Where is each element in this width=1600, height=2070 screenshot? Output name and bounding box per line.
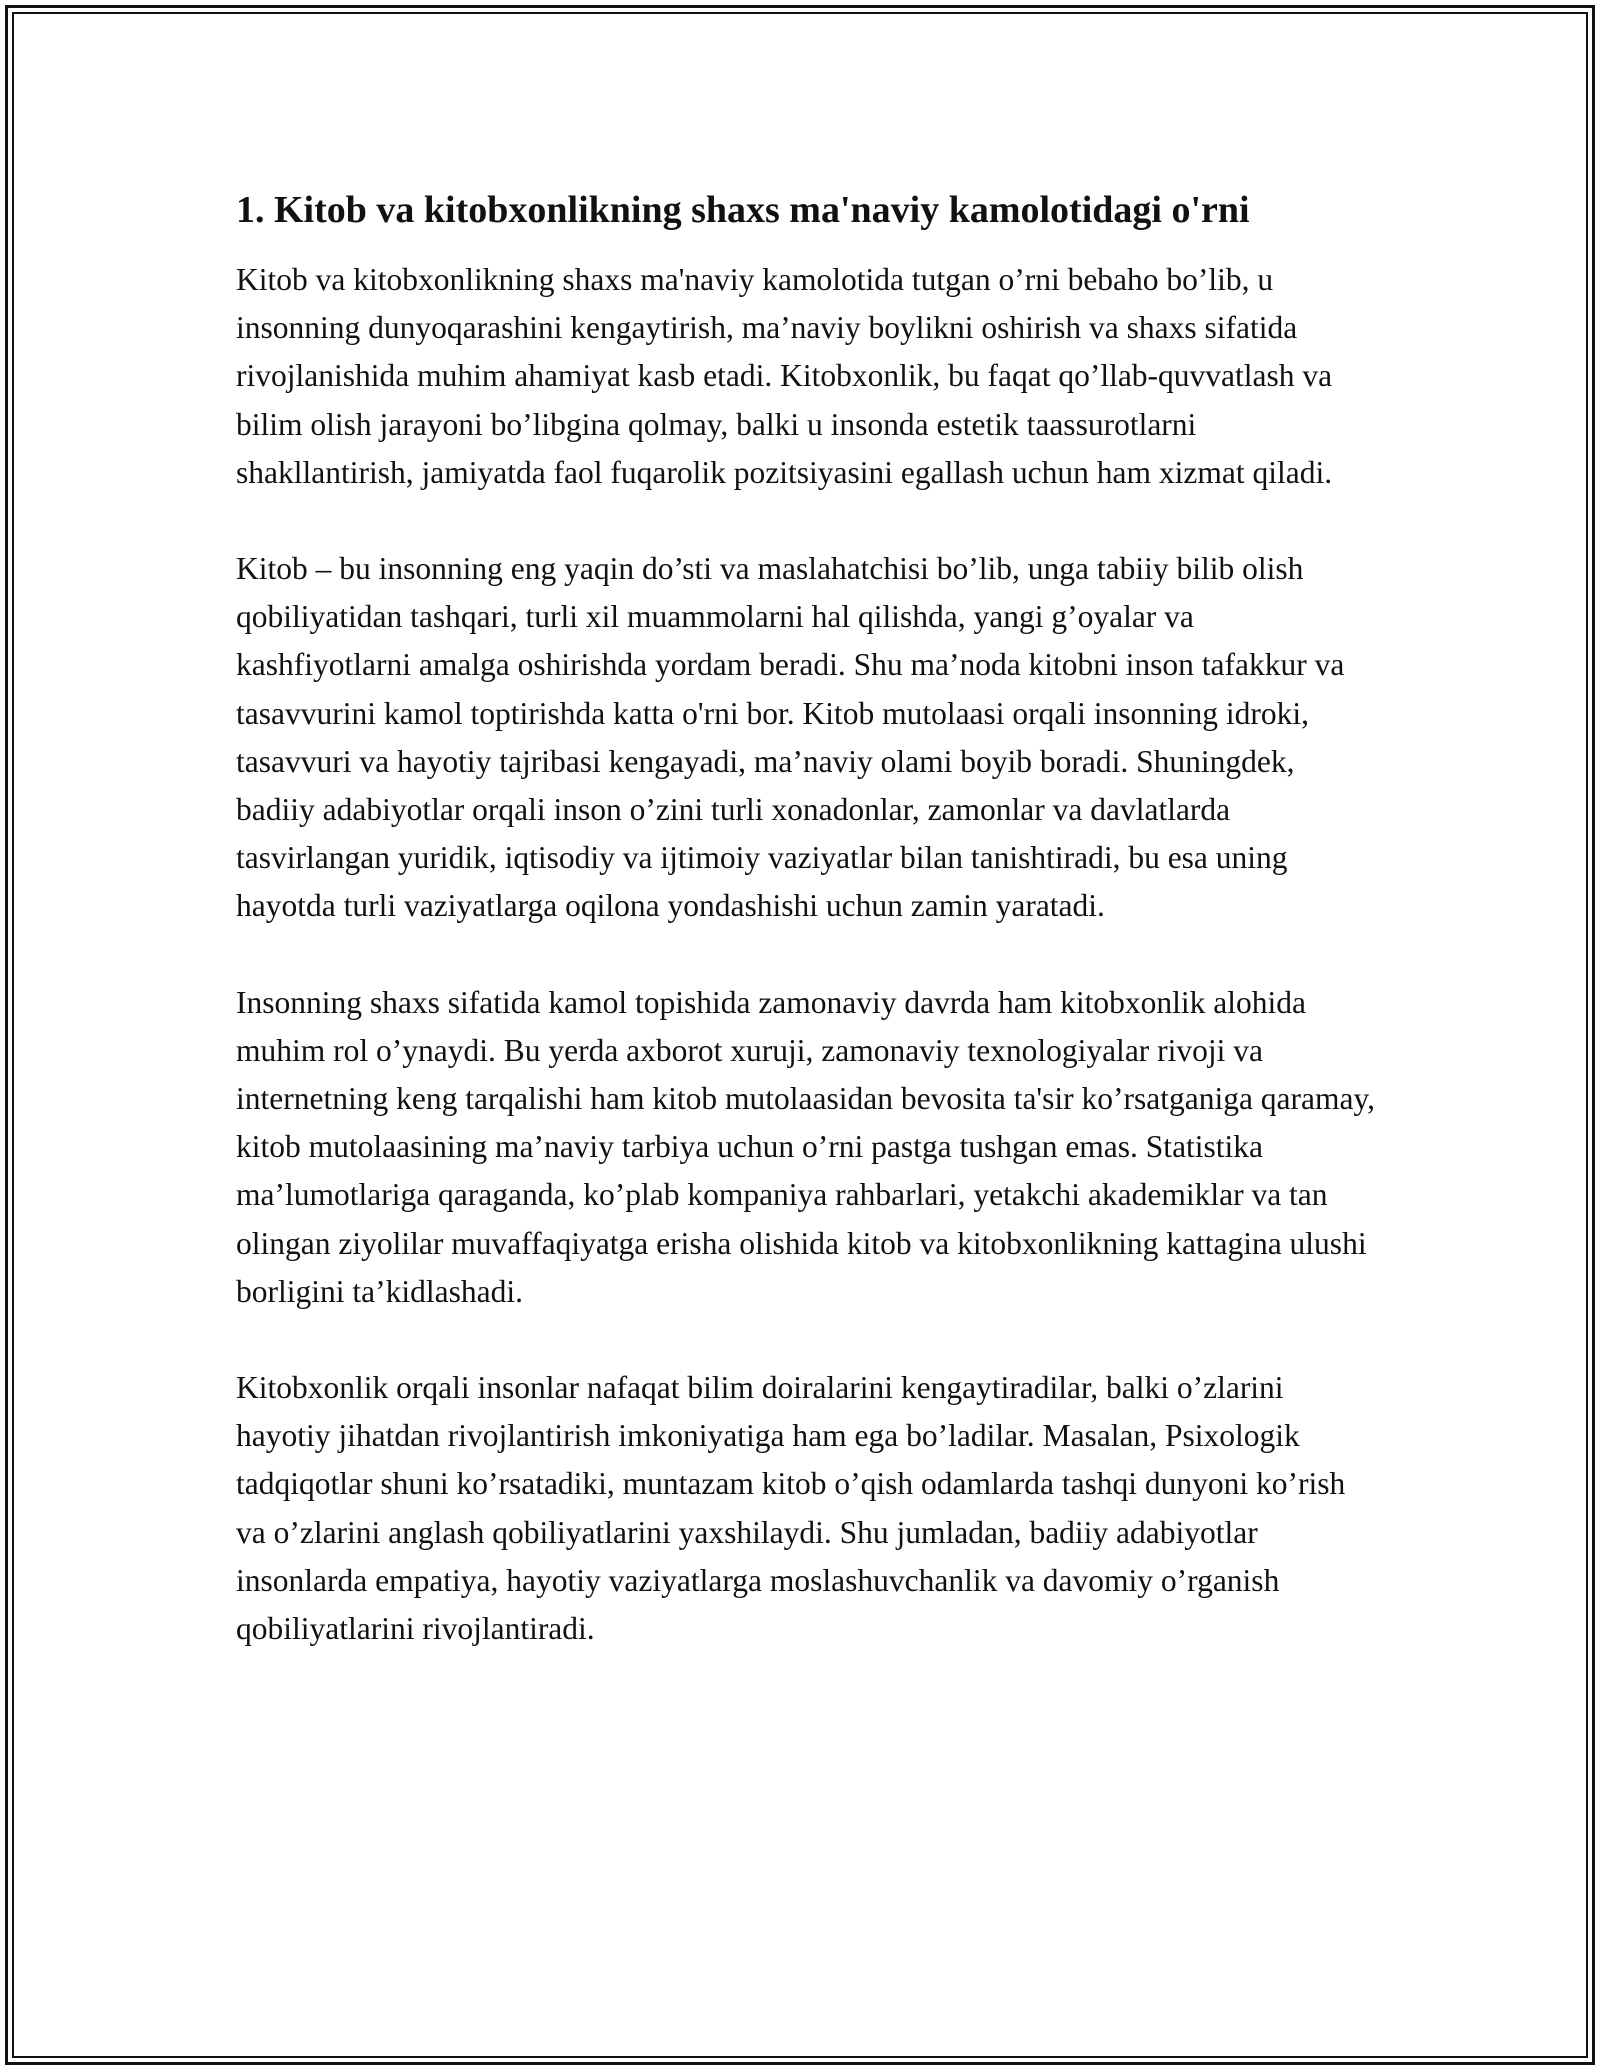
paragraph-3: Insonning shaxs sifatida kamol topishida zamonaviy davrda ham kitobxonlik alohida muhim rol o’ynaydi. Bu yerda axborot xuruji, zamonaviy texnologiyalar rivoji va internetning keng tarqalishi ham kitob mutolaasidan bevosita ta'sir ko’rsatganiga qaramay, kitob mutolaasining ma’naviy tarbiya uchun o’rni pastga tushgan emas. Statistika ma’lumotlariga qaraganda, ko’plab kompaniya rahbarlari, yetakchi akademiklar va tan olingan ziyolilar muvaffaqiyatga erisha olishida kitob va kitobxonlikning kattagina ulushi borligini ta’kidlashadi. — [236, 984, 1376, 1309]
section-heading: 1. Kitob va kitobxonlikning shaxs ma'naviy kamolotidagi o'rni — [236, 189, 1250, 231]
paragraph-1: Kitob va kitobxonlikning shaxs ma'naviy kamolotida tutgan o’rni bebaho bo’lib, u insonning dunyoqarashini kengaytirish, ma’naviy boylikni oshirish va shaxs sifatida rivojlanishida muhim ahamiyat kasb etadi. Kitobxonlik, bu faqat qo’llab-quvvatlash va bilim olish jarayoni bo’libgina qolmay, balki u insonda estetik taassurotlarni shakllantirish, jamiyatda faol fuqarolik pozitsiyasini egallash uchun ham xizmat qiladi. — [236, 262, 1333, 490]
paragraph-4: Kitobxonlik orqali insonlar nafaqat bilim doiralarini kengaytiradilar, balki o’zlarini hayotiy jihatdan rivojlantirish imkoniyatiga ham ega bo’ladilar. Masalan, Psixologik tadqiqotlar shuni ko’rsatadiki, muntazam kitob o’qish odamlarda tashqi dunyoni ko’rish va o’zlarini anglash qobiliyatlarini yaxshilaydi. Shu jumladan, badiiy adabiyotlar insonlarda empatiya, hayotiy vaziyatlarga moslashuvchanlik va davomiy o’rganish qobiliyatlarini rivojlantiradi. — [236, 1370, 1346, 1647]
paragraph-2: Kitob – bu insonning eng yaqin do’sti va maslahatchisi bo’lib, unga tabiiy bilib olish qobiliyatidan tashqari, turli xil muammolarni hal qilishda, yangi g’oyalar va kashfiyotlarni amalga oshirishda yordam beradi. Shu ma’noda kitobni inson tafakkur va tasavvurini kamol toptirishda katta o'rni bor. Kitob mutolaasi orqali insonning idroki, tasavvuri va hayotiy tajribasi kengayadi, ma’naviy olami boyib boradi. Shuningdek, badiiy adabiyotlar orqali inson o’zini turli xonadonlar, zamonlar va davlatlarda tasvirlangan yuridik, iqtisodiy va ijtimoiy vaziyatlar bilan tanishtiradi, bu esa uning hayotda turli vaziyatlarga oqilona yondashishi uchun zamin yaratadi. — [236, 551, 1345, 924]
document-body — [236, 186, 1376, 1653]
